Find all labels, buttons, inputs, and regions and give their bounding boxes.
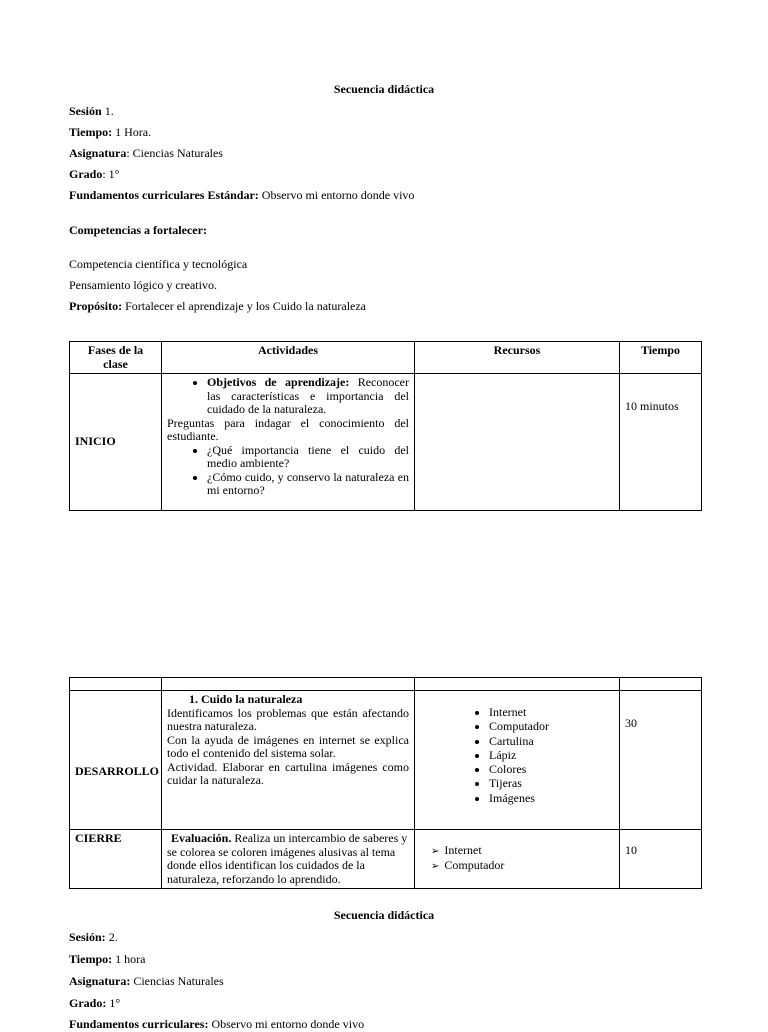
questions-list: [167, 444, 409, 498]
grade-label: Grado: [69, 167, 103, 181]
list-item: • ¿Cómo cuido, y conservo la naturaleza en mi entorno?: [207, 471, 409, 498]
list-item: • Computador: [489, 719, 614, 733]
desarrollo-tiempo: 30: [620, 691, 702, 830]
empty-cell: [620, 678, 702, 691]
session-label: Sesión: [69, 104, 102, 118]
subject-line: [69, 974, 224, 989]
list-item: • Lápiz: [489, 748, 614, 762]
fundamentos-label: Fundamentos curriculares:: [69, 1017, 209, 1031]
session-value: 1.: [101, 104, 114, 118]
grade-value: 1°: [106, 996, 121, 1010]
inicio-activities: [162, 374, 415, 511]
subject-value: Ciencias Naturales: [130, 974, 224, 988]
inicio-recursos: [415, 374, 620, 511]
phase-inicio: INICIO: [70, 374, 162, 511]
list-item: • Tijeras: [489, 776, 614, 790]
session-label: Sesión:: [69, 930, 106, 944]
time-line: [69, 952, 145, 967]
list-item: ➢ Computador: [446, 859, 614, 874]
desarrollo-paragraph: Con la ayuda de imágenes en internet se explica todo el contenido del sistema solar.: [167, 732, 409, 760]
proposito-line: [69, 299, 366, 314]
proposito-label: Propósito:: [69, 299, 123, 313]
time-label: Tiempo:: [69, 125, 113, 139]
fundamentos-line: [69, 188, 414, 203]
subject-value: : Ciencias Naturales: [126, 146, 223, 160]
header-fases: Fases de la clase: [70, 342, 162, 374]
time-value: 1 hora: [112, 952, 146, 966]
cierre-recursos-list: [420, 844, 614, 873]
list-item: • Colores: [489, 762, 614, 776]
desarrollo-paragraph: Identificamos los problemas que están afectando nuestra naturaleza.: [167, 705, 409, 733]
fundamentos-line: [69, 1017, 364, 1032]
list-item: [207, 376, 409, 417]
table-header-row: [70, 342, 702, 374]
time-line: [69, 125, 151, 140]
subject-label: Asignatura:: [69, 974, 131, 988]
phase-cierre: CIERRE: [70, 830, 162, 889]
objectives-list: [167, 376, 409, 417]
session-value: 2.: [105, 930, 118, 944]
fundamentos-value: Observo mi entorno donde vivo: [258, 188, 415, 202]
competencia-item: Competencia científica y tecnológica: [69, 257, 248, 271]
fundamentos-value: Observo mi entorno donde vivo: [208, 1017, 365, 1031]
list-item: • Internet: [489, 705, 614, 719]
objetivos-label: Objetivos de aprendizaje:: [207, 375, 350, 389]
table-row-desarrollo: [70, 691, 702, 830]
competencia-item: Pensamiento lógico y creativo.: [69, 278, 217, 292]
competencias-heading: [69, 223, 207, 238]
inicio-tiempo: 10 minutos: [620, 374, 702, 511]
evaluacion-label: Evaluación.: [171, 831, 232, 845]
phase-desarrollo: DESARROLLO: [70, 691, 162, 830]
desarrollo-paragraph: Actividad. Elaborar en cartulina imágenes como cuidar la naturaleza.: [167, 759, 409, 787]
objetivos-text: Reconocer las características e importancia del cuidado de la naturaleza.: [207, 375, 410, 416]
subject-line: [69, 146, 223, 161]
list-item: ➢ Internet: [446, 844, 614, 859]
desarrollo-recursos: [415, 691, 620, 830]
document-title-1: Secuencia didáctica: [333, 82, 435, 96]
session-line: [69, 104, 114, 119]
evaluacion-text: Realiza un intercambio de saberes y se colorea se coloren imágenes alusivas al tema donde ellos identifican los cuidados de la naturaleza, reforzando lo aprendido.: [167, 831, 408, 886]
header-tiempo: Tiempo: [620, 342, 702, 374]
empty-cell: [70, 678, 162, 691]
recursos-list: [449, 705, 614, 805]
subject-label: Asignatura: [69, 146, 127, 160]
time-label: Tiempo:: [69, 952, 113, 966]
header-recursos: Recursos: [415, 342, 620, 374]
document-title-2: Secuencia didáctica: [333, 908, 435, 922]
grade-label: Grado:: [69, 996, 107, 1010]
lesson-table-2: [69, 677, 702, 889]
list-item: • Imágenes: [489, 791, 614, 805]
preguntas-text: Preguntas para indagar el conocimiento del estudiante.: [167, 415, 409, 443]
table-empty-row: [70, 678, 702, 691]
desarrollo-activities: [162, 691, 415, 830]
list-item: • ¿Qué importancia tiene el cuido del medio ambiente?: [207, 444, 409, 471]
lesson-table-1: [69, 341, 702, 511]
grade-line: [69, 167, 119, 182]
grade-value: : 1°: [102, 167, 120, 181]
session-line: [69, 930, 118, 945]
header-actividades: Actividades: [162, 342, 415, 374]
empty-cell: [162, 678, 415, 691]
empty-cell: [415, 678, 620, 691]
cierre-tiempo: 10: [620, 830, 702, 889]
desarrollo-heading: 1. Cuido la naturaleza: [189, 692, 303, 706]
grade-line: [69, 996, 120, 1011]
fundamentos-label: Fundamentos curriculares Estándar:: [69, 188, 259, 202]
list-item: • Cartulina: [489, 734, 614, 748]
cierre-recursos: [415, 830, 620, 889]
competencias-label: Competencias a fortalecer:: [69, 223, 207, 237]
cierre-activities: [162, 830, 415, 889]
proposito-value: Fortalecer el aprendizaje y los Cuido la naturaleza: [122, 299, 366, 313]
time-value: 1 Hora.: [112, 125, 152, 139]
table-row-inicio: [70, 374, 702, 511]
table-row-cierre: [70, 830, 702, 889]
